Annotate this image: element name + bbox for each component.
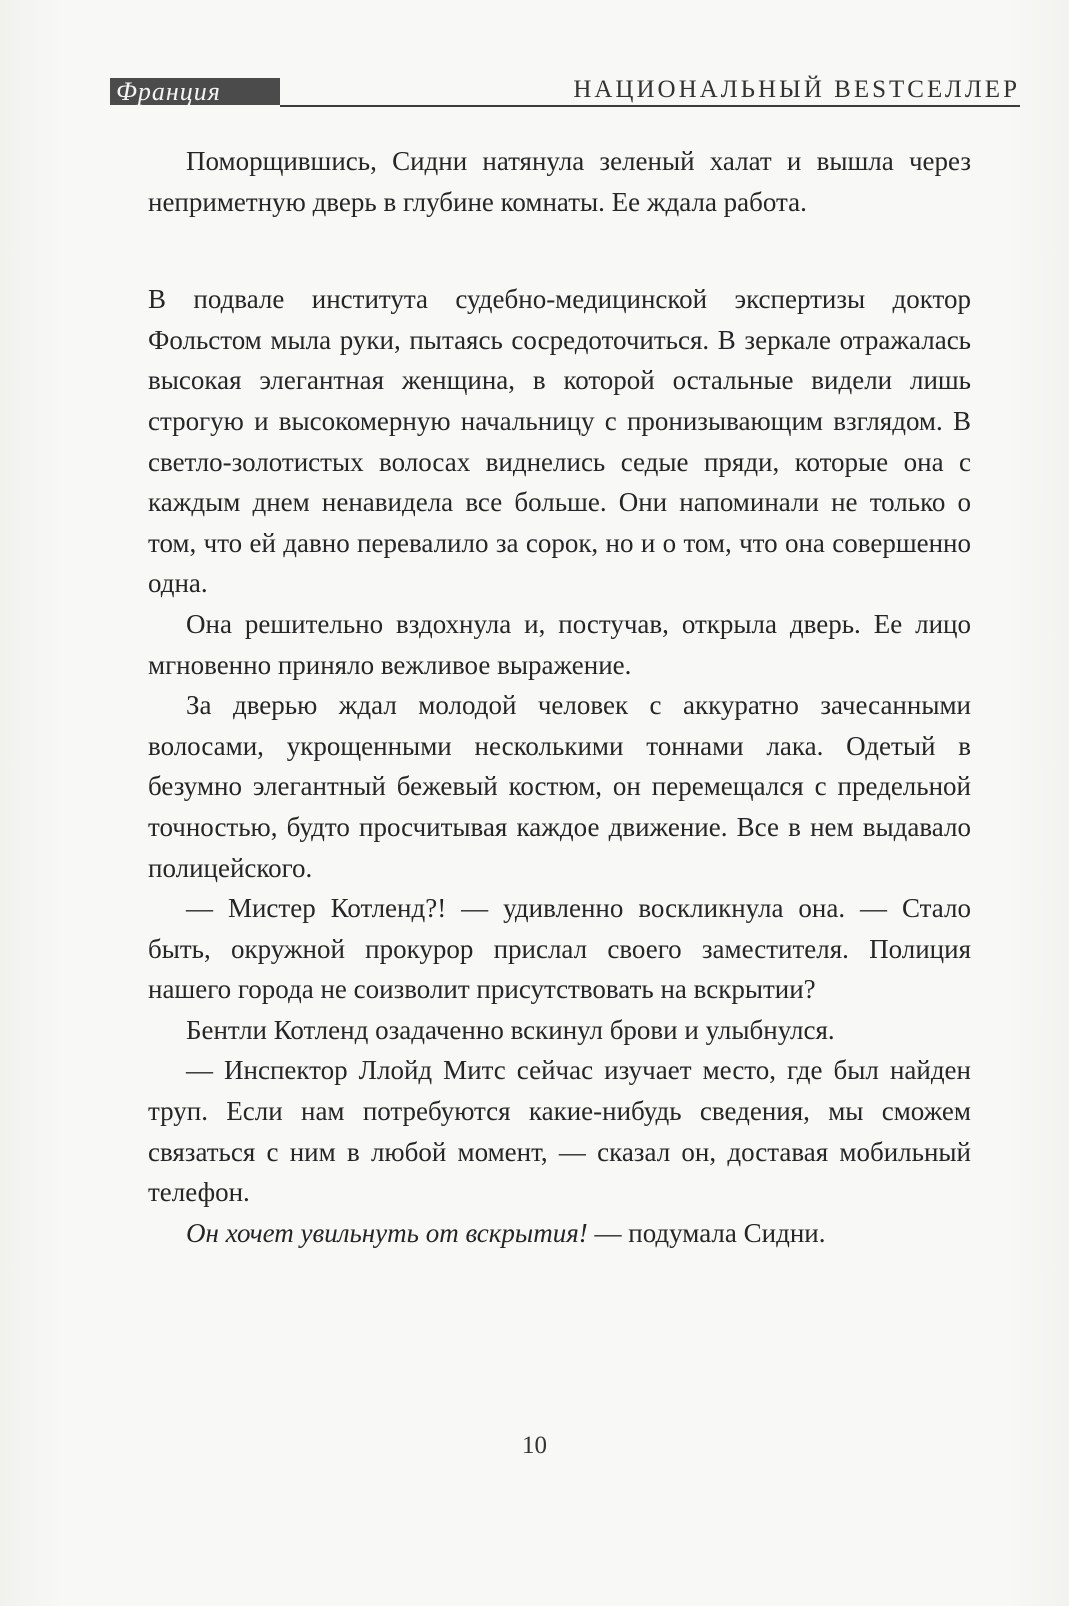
running-header xyxy=(110,76,1020,106)
paragraph: Она решительно вздохнула и, постучав, открыла дверь. Ее лицо мгновенно приняло вежливое выражение. xyxy=(148,608,971,680)
header-rule xyxy=(280,105,1020,107)
paragraph: Бентли Котленд озадаченно вскинул брови и улыбнулся. xyxy=(186,1014,835,1045)
paragraph-tail: — подумала Сидни. xyxy=(587,1217,826,1248)
page-number: 10 xyxy=(522,1432,547,1459)
paragraph: В подвале института судебно-медицинской экспертизы доктор Фольстом мыла руки, пытаясь сосредоточиться. В зеркале отражалась высокая элегантная женщина, в которой остальные видели лишь строгую и высокомерную начальницу с пронизывающим взглядом. В светло-золотистых волосах виднелись седые пряди, которые она с каждым днем ненавидела все больше. Они напоминали не только о том, что ей давно перевалило за сорок, но и о том, что она совершенно одна. xyxy=(148,284,971,599)
italic-thought: Он хочет увильнуть от вскрытия! xyxy=(186,1217,588,1248)
series-title: НАЦИОНАЛЬНЫЙ BESTСЕЛЛЕР xyxy=(573,76,1020,103)
paragraph: — Инспектор Ллойд Митс сейчас изучает место, где был найден труп. Если нам потребуются какие-нибудь сведения, мы сможем связаться с ним в любой момент, — сказал он, доставая мобильный телефон. xyxy=(148,1055,971,1208)
paragraph: За дверью ждал молодой человек с аккуратно зачесанными волосами, укрощенными несколькими тоннами лака. Одетый в безумно элегантный бежевый костюм, он перемещался с предельной точностью, будто просчитывая каждое движение. Все в нем выдавало полицейского. xyxy=(148,690,971,883)
series-badge: Франция xyxy=(110,78,280,105)
paragraph: — Мистер Котленд?! — удивленно воскликнула она. — Стало быть, окружной прокурор прислал своего заместителя. Полиция нашего города не соизволит присутствовать на вскрытии? xyxy=(148,893,971,1005)
paragraph-last xyxy=(148,1213,971,1254)
paragraph: Поморщившись, Сидни натянула зеленый халат и вышла через неприметную дверь в глубине комнаты. Ее ждала работа. xyxy=(148,146,971,217)
section-break xyxy=(148,222,971,279)
body-text xyxy=(148,141,971,1253)
